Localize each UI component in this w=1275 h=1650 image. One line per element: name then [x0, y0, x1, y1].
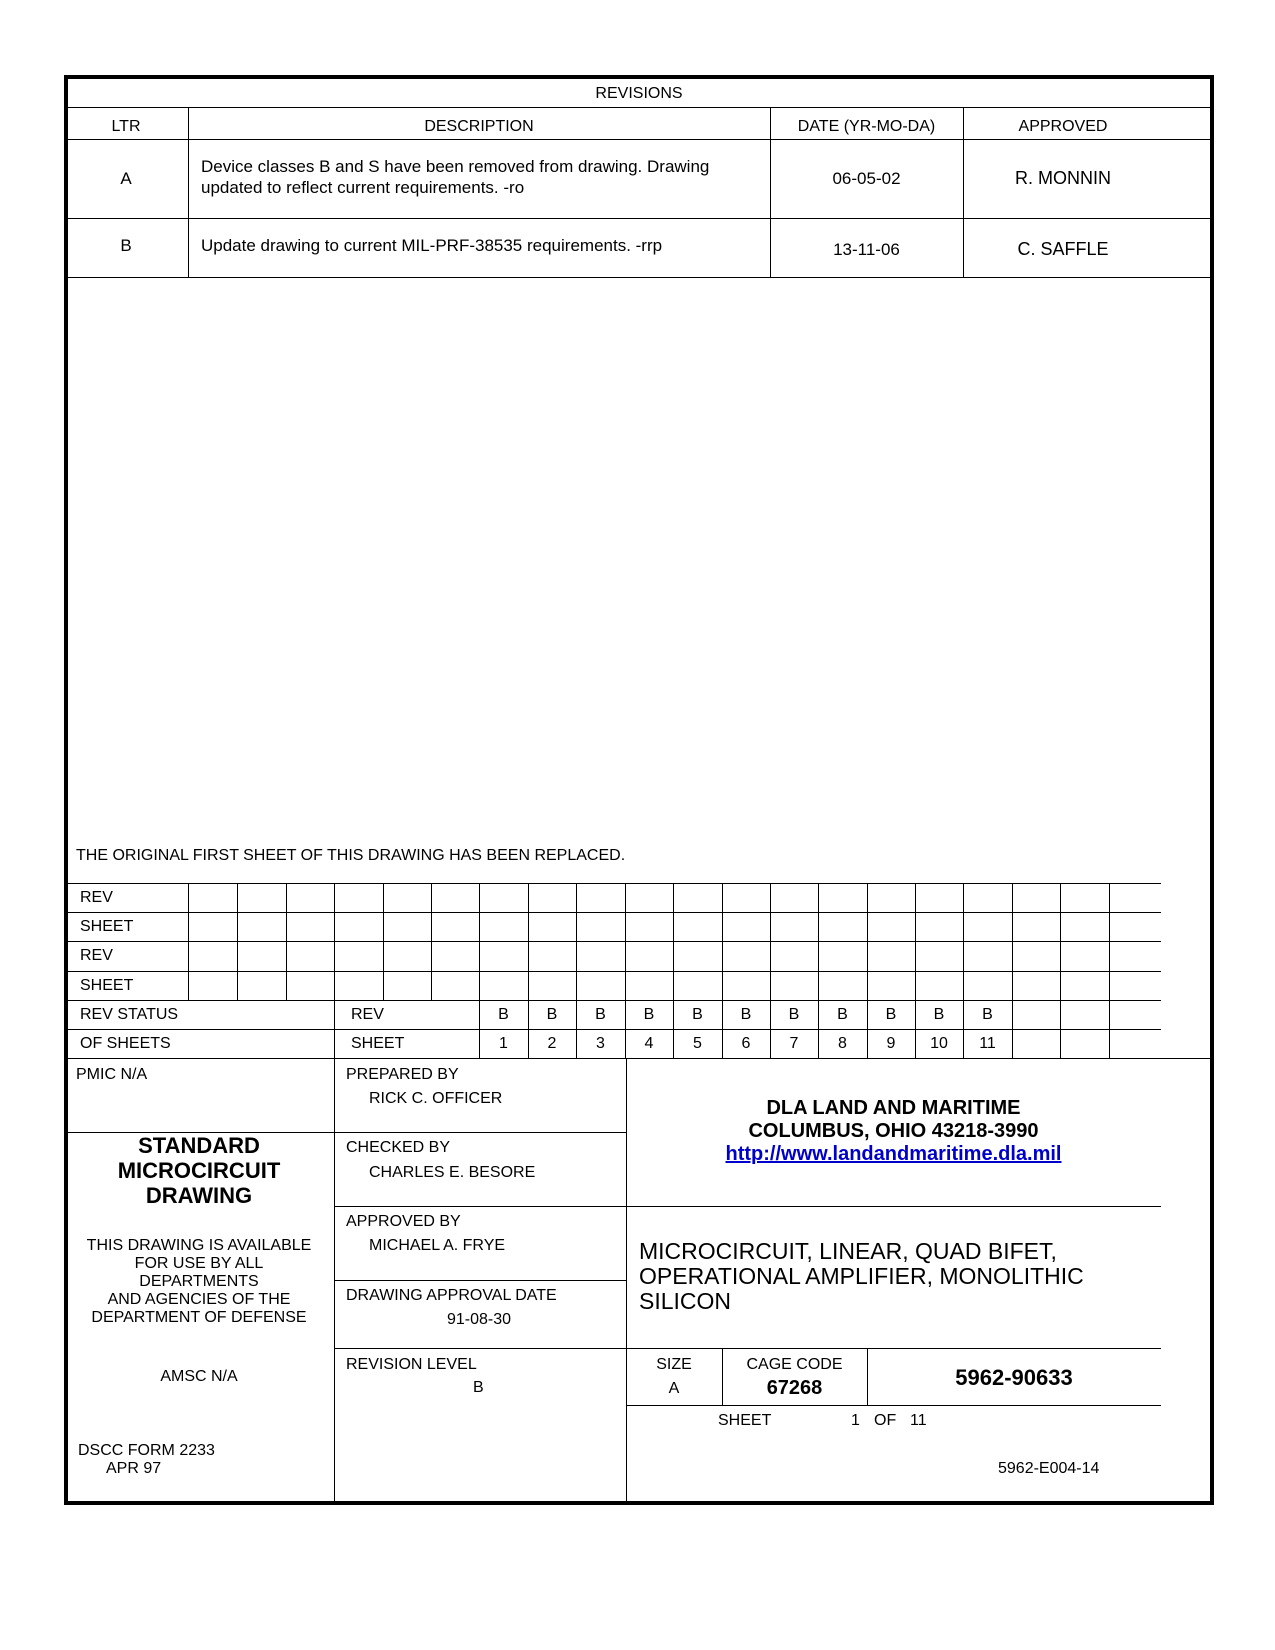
grid-line — [64, 912, 1161, 913]
sheet-rev-cell: B — [740, 1006, 752, 1023]
drawing-number: 5962-90633 — [955, 1365, 1073, 1390]
form-number: DSCC FORM 2233 — [78, 1442, 215, 1459]
sheet-label: SHEET — [351, 1035, 405, 1052]
divider — [334, 1058, 335, 1505]
of-sheets-label: OF SHEETS — [80, 1035, 171, 1052]
standard-title-line: MICROCIRCUIT — [117, 1158, 281, 1183]
availability-line: DEPARTMENTS — [139, 1273, 259, 1290]
sheet-rev-cell: B — [643, 1006, 655, 1023]
org-name: DLA LAND AND MARITIME — [766, 1097, 1021, 1119]
grid-line — [64, 971, 1161, 972]
revision-approver: R. MONNIN — [1015, 168, 1111, 188]
form-date: APR 97 — [106, 1460, 162, 1477]
sheet-number-cell: 1 — [499, 1035, 508, 1052]
grid-line — [818, 883, 819, 1000]
rev-grid-row-label: SHEET — [80, 918, 134, 935]
sheet-rev-cell: B — [837, 1006, 848, 1023]
amsc-label: AMSC N/A — [160, 1368, 238, 1385]
sheet-rev-cell: B — [595, 1006, 606, 1023]
sheet-rev-cell: B — [692, 1006, 703, 1023]
grid-line — [867, 883, 868, 1000]
checked-by-label: CHECKED BY — [346, 1139, 451, 1156]
revision-description: Device classes B and S have been removed from drawing. Drawing — [201, 157, 710, 176]
document-code: 5962-E004-14 — [998, 1460, 1100, 1477]
sheet-rev-cell: B — [933, 1006, 945, 1023]
rev-label: REV — [351, 1006, 384, 1023]
replaced-note: THE ORIGINAL FIRST SHEET OF THIS DRAWING HAS BEEN REPLACED. — [76, 847, 626, 864]
of-label: OF — [874, 1412, 897, 1429]
grid-line — [383, 883, 384, 1000]
divider — [64, 277, 1214, 278]
revision-date: 06-05-02 — [832, 169, 901, 188]
grid-line — [673, 883, 674, 1000]
rev-grid-row-label: REV — [80, 947, 113, 964]
grid-line — [1109, 1000, 1110, 1058]
date-header: DATE (YR-MO-DA) — [797, 118, 936, 135]
grid-line — [64, 1029, 1161, 1030]
revision-level: B — [473, 1379, 484, 1396]
grid-line — [1012, 1000, 1013, 1058]
cage-code-label: CAGE CODE — [746, 1356, 843, 1373]
revision-ltr: A — [120, 169, 132, 188]
sheet-rev-cell: B — [498, 1006, 509, 1023]
sheet-label: SHEET — [718, 1412, 772, 1429]
device-title-line: MICROCIRCUIT, LINEAR, QUAD BIFET, — [639, 1238, 1057, 1264]
divider — [334, 1206, 626, 1207]
checked-by-name: CHARLES E. BESORE — [369, 1164, 536, 1181]
divider — [334, 1348, 626, 1349]
grid-line — [334, 883, 335, 1000]
revision-ltr: B — [120, 236, 132, 255]
approved-header: APPROVED — [1018, 118, 1108, 135]
sheet-rev-cell: B — [546, 1006, 558, 1023]
divider — [626, 1206, 1161, 1207]
sheet-rev-cell: B — [788, 1006, 800, 1023]
grid-line — [64, 1000, 1161, 1001]
grid-line — [1060, 883, 1061, 1000]
revision-description: updated to reflect current requirements. -ro — [201, 178, 525, 197]
grid-line — [479, 883, 480, 1000]
sheet-number-cell: 6 — [741, 1035, 751, 1052]
rev-status-label: REV STATUS — [80, 1006, 179, 1023]
divider — [626, 1405, 1161, 1406]
divider — [64, 139, 1214, 140]
revision-level-label: REVISION LEVEL — [346, 1356, 477, 1373]
sheet-number-cell: 5 — [693, 1035, 702, 1052]
grid-line — [963, 883, 964, 1000]
size-value: A — [668, 1380, 680, 1397]
description-header: DESCRIPTION — [424, 118, 534, 135]
revisions-title: REVISIONS — [595, 85, 683, 102]
revision-date: 13-11-06 — [833, 240, 900, 259]
divider — [64, 1058, 1214, 1059]
grid-line — [1060, 1000, 1061, 1058]
approval-date-label: DRAWING APPROVAL DATE — [346, 1287, 557, 1304]
standard-title-line: DRAWING — [145, 1183, 253, 1208]
divider — [334, 1280, 626, 1281]
org-address: COLUMBUS, OHIO 43218-3990 — [748, 1120, 1039, 1142]
divider — [64, 107, 1214, 108]
grid-line — [915, 883, 916, 1000]
sheet-rev-cell: B — [982, 1006, 993, 1023]
sheet-number-cell: 10 — [930, 1035, 948, 1052]
divider — [64, 218, 1214, 219]
approved-by-label: APPROVED BY — [346, 1213, 461, 1230]
approval-date: 91-08-30 — [447, 1311, 512, 1328]
prepared-by-name: RICK C. OFFICER — [369, 1090, 503, 1107]
sheet-number-cell: 7 — [789, 1035, 799, 1052]
grid-line — [431, 883, 432, 1000]
sheet-rev-cell: B — [885, 1006, 897, 1023]
sheet-number-cell: 11 — [979, 1035, 996, 1052]
standard-title-line: STANDARD — [138, 1133, 260, 1158]
grid-line — [64, 883, 1161, 884]
cage-code-value: 67268 — [766, 1377, 823, 1399]
availability-line: THIS DRAWING IS AVAILABLE — [86, 1237, 312, 1254]
prepared-by-label: PREPARED BY — [346, 1066, 459, 1083]
device-title-line: OPERATIONAL AMPLIFIER, MONOLITHIC — [639, 1263, 1084, 1289]
grid-line — [625, 883, 626, 1000]
sheet-number-cell: 9 — [886, 1035, 896, 1052]
grid-line — [286, 883, 287, 1000]
org-website-link[interactable]: http://www.landandmaritime.dla.mil — [725, 1143, 1062, 1165]
rev-grid-row-label: REV — [80, 889, 113, 906]
ltr-header: LTR — [111, 118, 141, 135]
device-title-line: SILICON — [639, 1288, 732, 1314]
sheet-number-cell: 4 — [644, 1035, 654, 1052]
divider — [626, 1348, 1161, 1349]
grid-line — [188, 883, 189, 1000]
revision-approver: C. SAFFLE — [1017, 239, 1109, 259]
grid-line — [1012, 883, 1013, 1000]
sheet-total: 11 — [910, 1412, 927, 1429]
divider — [334, 1132, 626, 1133]
sheet-number-cell: 8 — [838, 1035, 847, 1052]
sheet-number-cell: 3 — [596, 1035, 605, 1052]
grid-line — [64, 941, 1161, 942]
availability-line: FOR USE BY ALL — [134, 1255, 264, 1272]
size-label: SIZE — [656, 1356, 692, 1373]
grid-line — [770, 883, 771, 1000]
sheet-number: 1 — [851, 1412, 860, 1429]
grid-line — [722, 883, 723, 1000]
rev-grid-row-label: SHEET — [80, 977, 134, 994]
pmic-label: PMIC N/A — [76, 1066, 148, 1083]
grid-line — [576, 883, 577, 1000]
sheet-number-cell: 2 — [547, 1035, 557, 1052]
revision-description: Update drawing to current MIL-PRF-38535 requirements. -rrp — [201, 236, 663, 255]
grid-line — [237, 883, 238, 1000]
divider — [188, 107, 189, 277]
availability-line: AND AGENCIES OF THE — [107, 1291, 291, 1308]
availability-line: DEPARTMENT OF DEFENSE — [91, 1309, 307, 1326]
grid-line — [334, 1000, 335, 1059]
approved-by-name: MICHAEL A. FRYE — [369, 1237, 506, 1254]
grid-line — [528, 883, 529, 1000]
grid-line — [1109, 883, 1110, 1000]
